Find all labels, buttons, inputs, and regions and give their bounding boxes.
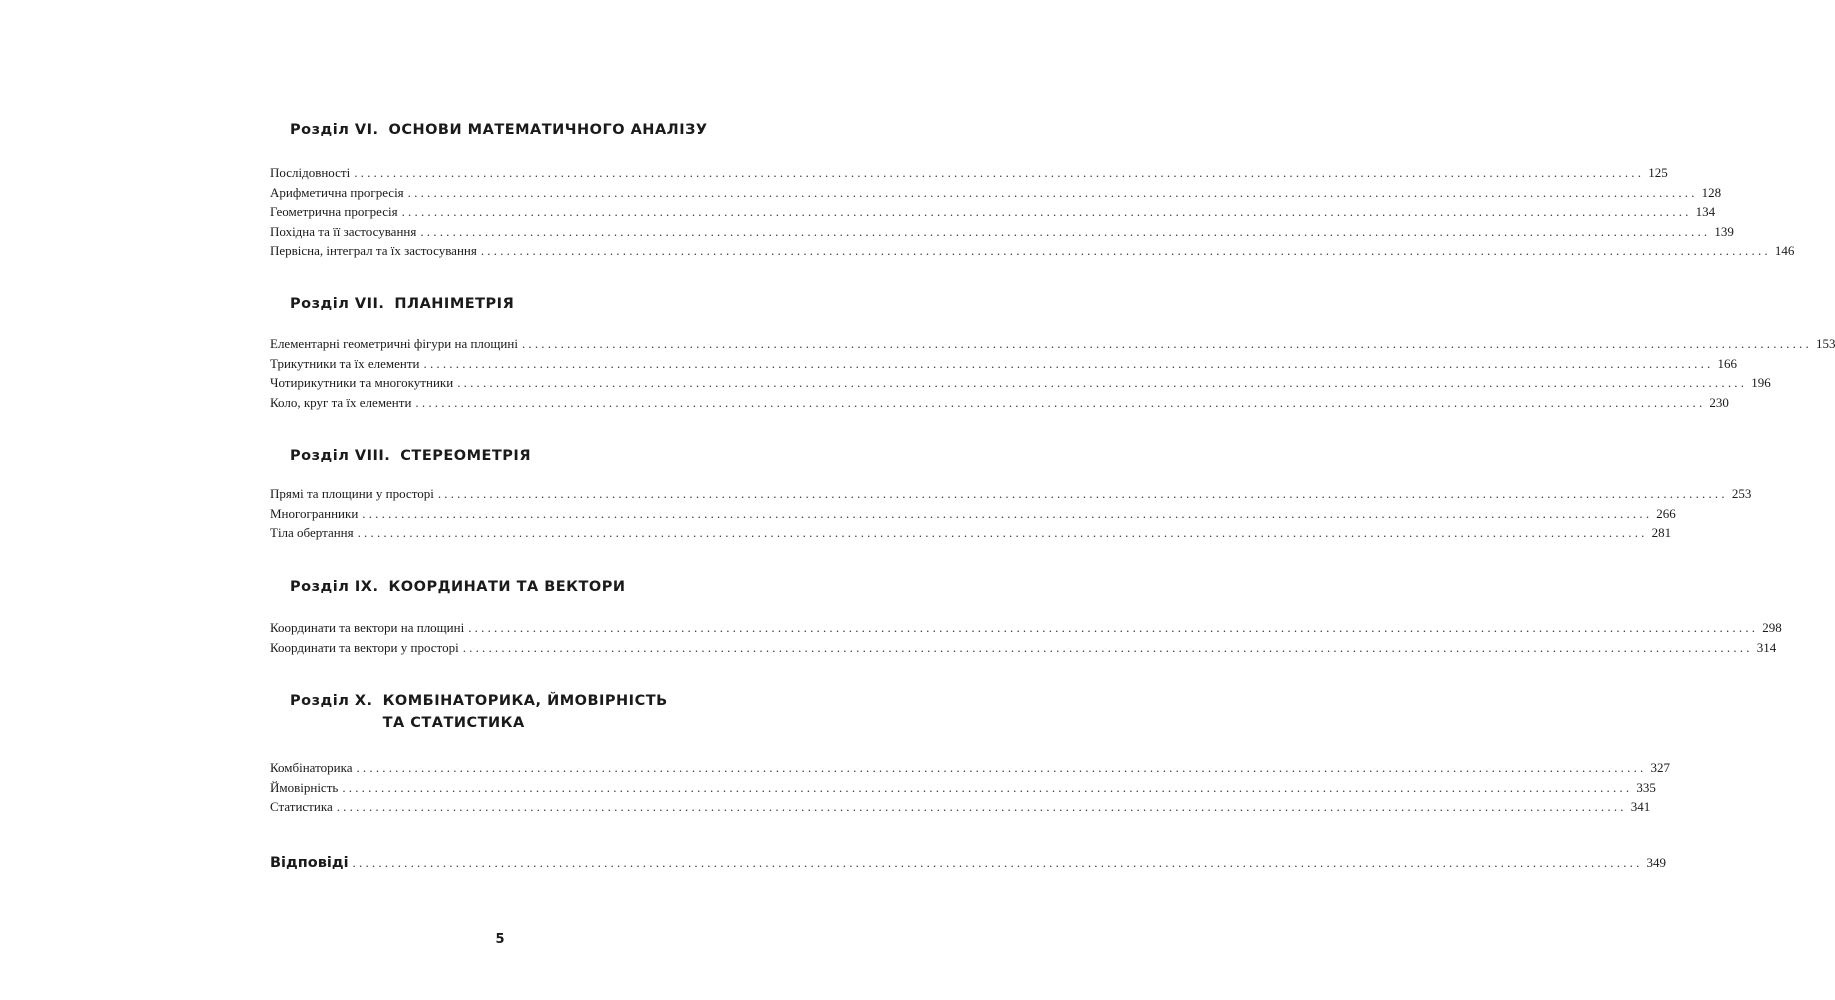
- section-title-line-2: ТА СТАТИСТИКА: [382, 715, 525, 731]
- entry-label: Послідовності: [270, 165, 351, 180]
- toc-entry[interactable]: [270, 394, 1729, 415]
- dot-leader: ........................................................................................................................................................................................................: [362, 505, 1653, 521]
- section-heading-vii: [290, 296, 514, 312]
- entry-page: 146: [1774, 243, 1795, 258]
- section-title: ОСНОВИ МАТЕМАТИЧНОГО АНАЛІЗУ: [388, 122, 708, 138]
- section-number: Розділ IX.: [290, 579, 379, 595]
- dot-leader: ........................................................................................................................................................................................................: [468, 620, 1759, 635]
- section-entries-viii: [270, 486, 1752, 545]
- dot-leader: ........................................................................................................................................................................................................: [336, 799, 1627, 814]
- section-title: [383, 690, 668, 734]
- entry-page: 134: [1695, 204, 1716, 219]
- toc-entry[interactable]: [270, 486, 1752, 506]
- section-heading-x: [290, 690, 668, 734]
- toc-entry[interactable]: [270, 525, 1672, 545]
- dot-leader: ........................................................................................................................................................................................................: [342, 779, 1633, 795]
- entry-label: Чотирикутники та многокутники: [270, 375, 454, 390]
- entry-page: 253: [1731, 486, 1752, 501]
- entry-label: Тіла обертання: [270, 525, 354, 540]
- toc-entry[interactable]: [270, 799, 1651, 819]
- toc-entry[interactable]: [270, 779, 1656, 800]
- entry-label: Первісна, інтеграл та їх застосування: [270, 243, 477, 258]
- section-entries-vi: [270, 165, 1795, 263]
- entry-page: 298: [1762, 620, 1782, 635]
- toc-entry[interactable]: [270, 505, 1676, 526]
- section-heading-viii: [290, 448, 531, 464]
- section-heading-ix: [290, 579, 626, 595]
- entry-page: 327: [1650, 760, 1670, 775]
- section-number: Розділ VII.: [290, 296, 385, 312]
- section-number: Розділ VIII.: [290, 448, 391, 464]
- entry-label: Координати та вектори на площині: [270, 620, 465, 635]
- entry-page: 281: [1651, 525, 1672, 540]
- dot-leader: ........................................................................................................................................................................................................: [357, 525, 1648, 540]
- answers-entry-block: [270, 855, 1667, 877]
- entry-page: 153: [1815, 336, 1835, 351]
- entry-label: Елементарні геометричні фігури на площині: [270, 336, 518, 351]
- section-title: СТЕРЕОМЕТРІЯ: [400, 448, 531, 464]
- section-title: ПЛАНІМЕТРІЯ: [394, 296, 515, 312]
- section-entries-x: [270, 760, 1670, 819]
- entry-label: Координати та вектори у просторі: [270, 639, 459, 655]
- section-entries-vii: [270, 336, 1835, 414]
- entry-page: 139: [1714, 223, 1734, 239]
- entry-label: Ймовірність: [270, 779, 339, 795]
- entry-label: Арифметична прогресія: [270, 184, 404, 200]
- entry-page: 125: [1648, 165, 1668, 180]
- dot-leader: ........................................................................................................................................................................................................: [401, 204, 1692, 219]
- toc-entry[interactable]: [270, 639, 1777, 660]
- toc-entry[interactable]: [270, 223, 1734, 244]
- dot-leader: ........................................................................................................................................................................................................: [457, 375, 1748, 390]
- toc-entry-answers[interactable]: [270, 855, 1667, 877]
- page-number: 5: [495, 932, 505, 947]
- dot-leader: ........................................................................................................................................................................................................: [437, 486, 1728, 501]
- section-number: Розділ VI.: [290, 122, 379, 138]
- dot-leader: ........................................................................................................................................................................................................: [356, 760, 1647, 775]
- dot-leader: ........................................................................................................................................................................................................: [415, 394, 1706, 410]
- entry-page: 341: [1630, 799, 1651, 814]
- dot-leader: ........................................................................................................................................................................................................: [521, 336, 1812, 351]
- toc-entry[interactable]: [270, 165, 1668, 185]
- entry-page: 266: [1656, 505, 1676, 521]
- dot-leader: ........................................................................................................................................................................................................: [480, 243, 1771, 258]
- entry-page: 230: [1709, 394, 1729, 410]
- dot-leader: ........................................................................................................................................................................................................: [423, 355, 1714, 371]
- section-entries-ix: [270, 620, 1782, 659]
- dot-leader: ........................................................................................................................................................................................................: [354, 165, 1645, 180]
- toc-entry[interactable]: [270, 375, 1771, 395]
- toc-entry[interactable]: [270, 760, 1670, 780]
- toc-entry[interactable]: [270, 620, 1782, 640]
- section-title-line-1: КОМБІНАТОРИКА, ЙМОВІРНІСТЬ: [382, 693, 668, 709]
- toc-entry[interactable]: [270, 336, 1835, 356]
- entry-label: Комбінаторика: [270, 760, 353, 775]
- entry-label: Похідна та її застосування: [270, 223, 417, 239]
- toc-entry[interactable]: [270, 355, 1737, 376]
- entry-page: 128: [1701, 184, 1722, 200]
- toc-entry[interactable]: [270, 243, 1795, 263]
- dot-leader: ........................................................................................................................................................................................................: [420, 223, 1711, 239]
- entry-page: 314: [1756, 639, 1777, 655]
- answers-label: Відповіді: [270, 855, 349, 871]
- dot-leader: ........................................................................................................................................................................................................: [407, 184, 1698, 200]
- entry-label: Коло, круг та їх елементи: [270, 394, 412, 410]
- section-number: Розділ X.: [290, 693, 373, 709]
- entry-label: Геометрична прогресія: [270, 204, 398, 219]
- answers-page: 349: [1646, 855, 1667, 870]
- entry-page: 166: [1717, 355, 1737, 371]
- section-title: КООРДИНАТИ ТА ВЕКТОРИ: [388, 579, 626, 595]
- entry-page: 196: [1751, 375, 1771, 390]
- toc-entry[interactable]: [270, 184, 1722, 205]
- entry-label: Статистика: [270, 799, 333, 814]
- entry-page: 335: [1636, 779, 1656, 795]
- section-heading-vi: [290, 122, 708, 138]
- dot-leader: ........................................................................................................................................................................................................: [462, 639, 1753, 655]
- dot-leader: ........................................................................................................................................................................................................: [352, 855, 1643, 870]
- entry-label: Прямі та площини у просторі: [270, 486, 434, 501]
- entry-label: Многогранники: [270, 505, 359, 521]
- toc-entry[interactable]: [270, 204, 1716, 224]
- entry-label: Трикутники та їх елементи: [270, 355, 420, 371]
